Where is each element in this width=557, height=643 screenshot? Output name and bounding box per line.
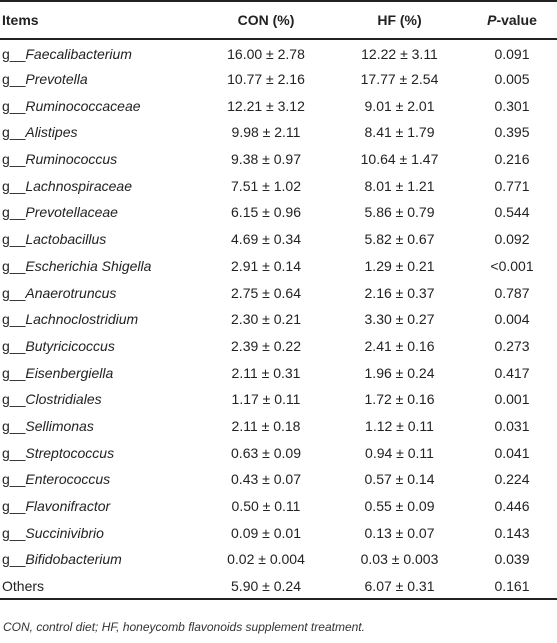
cell-item [0,226,200,253]
taxon-name: Anaerotruncus [25,284,117,301]
table-footnote: CON, control diet; HF, honeycomb flavonoids supplement treatment. [3,620,365,634]
genus-prefix: g__ [2,498,26,515]
cell-item [0,253,200,280]
header-p-letter: P [487,12,497,28]
cell-con: 5.90 ± 0.24 [231,577,301,594]
table-row [0,493,557,520]
table-row [0,226,557,253]
taxon-name: Prevotellaceae [25,204,118,221]
taxon-name: Lactobacillus [25,231,107,248]
genus-prefix: g__ [2,257,26,274]
taxon-name: Ruminococcaceae [25,97,141,114]
cell-con: 2.39 ± 0.22 [231,337,301,354]
table-row [0,253,557,280]
genus-prefix: g__ [2,124,26,141]
cell-p-value: 0.301 [494,97,530,114]
cell-p-value: 0.005 [494,71,530,88]
cell-item [0,546,200,573]
cell-p-value: 0.161 [494,577,530,594]
table-row [0,466,557,493]
cell-p-value: 0.001 [494,391,530,408]
header-items: Items [2,12,39,28]
genus-prefix: g__ [2,284,26,301]
cell-item [0,66,200,93]
cell-p-value: 0.417 [494,364,530,381]
genus-prefix: g__ [2,337,26,354]
genus-prefix: g__ [2,45,26,62]
cell-p-value: 0.031 [494,417,530,434]
taxon-name: Sellimonas [25,417,94,434]
cell-hf: 0.55 ± 0.09 [364,498,435,515]
cell-item [0,119,200,146]
cell-hf: 6.07 ± 0.31 [364,577,435,594]
taxon-name: Escherichia Shigella [25,257,152,274]
taxon-name: Eisenbergiella [25,364,114,381]
cell-item [0,333,200,360]
cell-con: 0.50 ± 0.11 [231,498,301,515]
header-hf: HF (%) [377,12,422,28]
cell-p-value: 0.004 [494,311,530,328]
genus-prefix: g__ [2,177,26,194]
cell-p-value: 0.446 [494,498,530,515]
table-row [0,119,557,146]
taxon-name: Flavonifractor [25,498,111,515]
cell-hf: 2.16 ± 0.37 [364,284,435,301]
taxon-name: Succinivibrio [25,524,104,541]
header-row [0,1,557,39]
header-p-value [467,1,557,39]
cell-item [0,306,200,333]
genus-prefix: g__ [2,444,26,461]
cell-hf: 10.64 ± 1.47 [360,151,439,168]
cell-hf: 3.30 ± 0.27 [364,311,435,328]
genus-prefix: g__ [2,391,26,408]
cell-item [0,413,200,440]
genus-prefix: g__ [2,97,26,114]
taxon-name: Others [2,577,45,594]
cell-hf: 8.01 ± 1.21 [364,177,435,194]
table-row [0,519,557,546]
cell-p-value: 0.273 [494,337,530,354]
table-row [0,386,557,413]
cell-p-value: 0.143 [494,524,530,541]
cell-item [0,493,200,520]
table-row [0,573,557,600]
cell-p-value: 0.395 [494,124,530,141]
cell-con: 12.21 ± 3.12 [227,97,305,114]
cell-item [0,92,200,119]
cell-item [0,439,200,466]
cell-p-value: 0.041 [494,444,530,461]
header-p-suffix: -value [496,12,537,28]
table-row [0,439,557,466]
cell-con: 2.91 ± 0.14 [231,257,301,274]
taxon-name: Prevotella [25,71,88,88]
cell-con: 10.77 ± 2.16 [227,71,305,88]
cell-item [0,146,200,173]
table-row [0,333,557,360]
genus-prefix: g__ [2,364,26,381]
header-con: CON (%) [237,12,295,28]
cell-item [0,279,200,306]
cell-hf: 1.29 ± 0.21 [364,257,435,274]
taxon-name: Faecalibacterium [25,45,132,62]
cell-con: 2.75 ± 0.64 [231,284,301,301]
cell-hf: 1.96 ± 0.24 [364,364,435,381]
taxon-name: Bifidobacterium [25,551,122,568]
genus-prefix: g__ [2,71,26,88]
cell-p-value: 0.092 [494,231,530,248]
cell-p-value: 0.091 [494,45,530,62]
table-row [0,172,557,199]
table-row [0,146,557,173]
cell-hf: 5.86 ± 0.79 [364,204,435,221]
cell-p-value: 0.224 [494,471,530,488]
cell-p-value: 0.771 [494,177,530,194]
cell-hf: 12.22 ± 3.11 [361,45,438,62]
table-row [0,546,557,573]
cell-hf: 0.13 ± 0.07 [364,524,435,541]
taxon-name: Lachnoclostridium [25,311,139,328]
cell-item [0,199,200,226]
taxon-name: Ruminococcus [25,151,118,168]
cell-con: 1.17 ± 0.11 [231,391,301,408]
genus-prefix: g__ [2,311,26,328]
taxon-name: Lachnospiraceae [25,177,132,194]
cell-item [0,573,200,600]
genus-prefix: g__ [2,231,26,248]
table-row [0,66,557,93]
cell-p-value: 0.787 [494,284,530,301]
genus-prefix: g__ [2,524,26,541]
genus-prefix: g__ [2,551,26,568]
cell-con: 0.02 ± 0.004 [227,551,305,568]
cell-con: 0.43 ± 0.07 [231,471,301,488]
taxon-name: Streptococcus [25,444,115,461]
table-row [0,359,557,386]
genus-prefix: g__ [2,471,26,488]
cell-item [0,39,200,66]
cell-con: 2.11 ± 0.31 [231,364,301,381]
cell-item [0,466,200,493]
cell-con: 6.15 ± 0.96 [231,204,301,221]
cell-item [0,519,200,546]
taxon-name: Enterococcus [25,471,111,488]
cell-con: 0.63 ± 0.09 [231,444,301,461]
table-row [0,306,557,333]
table-row [0,279,557,306]
cell-hf: 0.94 ± 0.11 [365,444,434,461]
cell-p-value: 0.544 [494,204,530,221]
taxon-name: Clostridiales [25,391,102,408]
genus-prefix: g__ [2,151,26,168]
cell-hf: 0.57 ± 0.14 [364,471,435,488]
table-row [0,199,557,226]
cell-p-value: <0.001 [490,257,534,274]
cell-hf: 2.41 ± 0.16 [364,337,435,354]
table-row [0,413,557,440]
cell-con: 2.11 ± 0.18 [231,417,301,434]
table-row [0,39,557,66]
cell-con: 7.51 ± 1.02 [231,177,301,194]
genus-prefix: g__ [2,417,26,434]
cell-hf: 17.77 ± 2.54 [360,71,439,88]
table-body [0,39,557,599]
cell-item [0,386,200,413]
table-header [0,1,557,39]
taxon-name: Butyricicoccus [25,337,115,354]
cell-hf: 8.41 ± 1.79 [364,124,435,141]
cell-p-value: 0.216 [494,151,530,168]
taxon-name: Alistipes [25,124,78,141]
cell-con: 9.98 ± 2.11 [231,124,301,141]
cell-con: 2.30 ± 0.21 [231,311,301,328]
cell-con: 4.69 ± 0.34 [231,231,301,248]
genus-prefix: g__ [2,204,26,221]
cell-p-value: 0.039 [494,551,530,568]
cell-hf: 5.82 ± 0.67 [364,231,435,248]
cell-hf: 1.72 ± 0.16 [364,391,435,408]
cell-con: 16.00 ± 2.78 [227,45,305,62]
cell-hf: 9.01 ± 2.01 [364,97,435,114]
table-row [0,92,557,119]
cell-con: 0.09 ± 0.01 [231,524,301,541]
cell-item [0,172,200,199]
cell-hf: 1.12 ± 0.11 [365,417,434,434]
cell-con: 9.38 ± 0.97 [231,151,301,168]
cell-item [0,359,200,386]
cell-hf: 0.03 ± 0.003 [360,551,439,568]
